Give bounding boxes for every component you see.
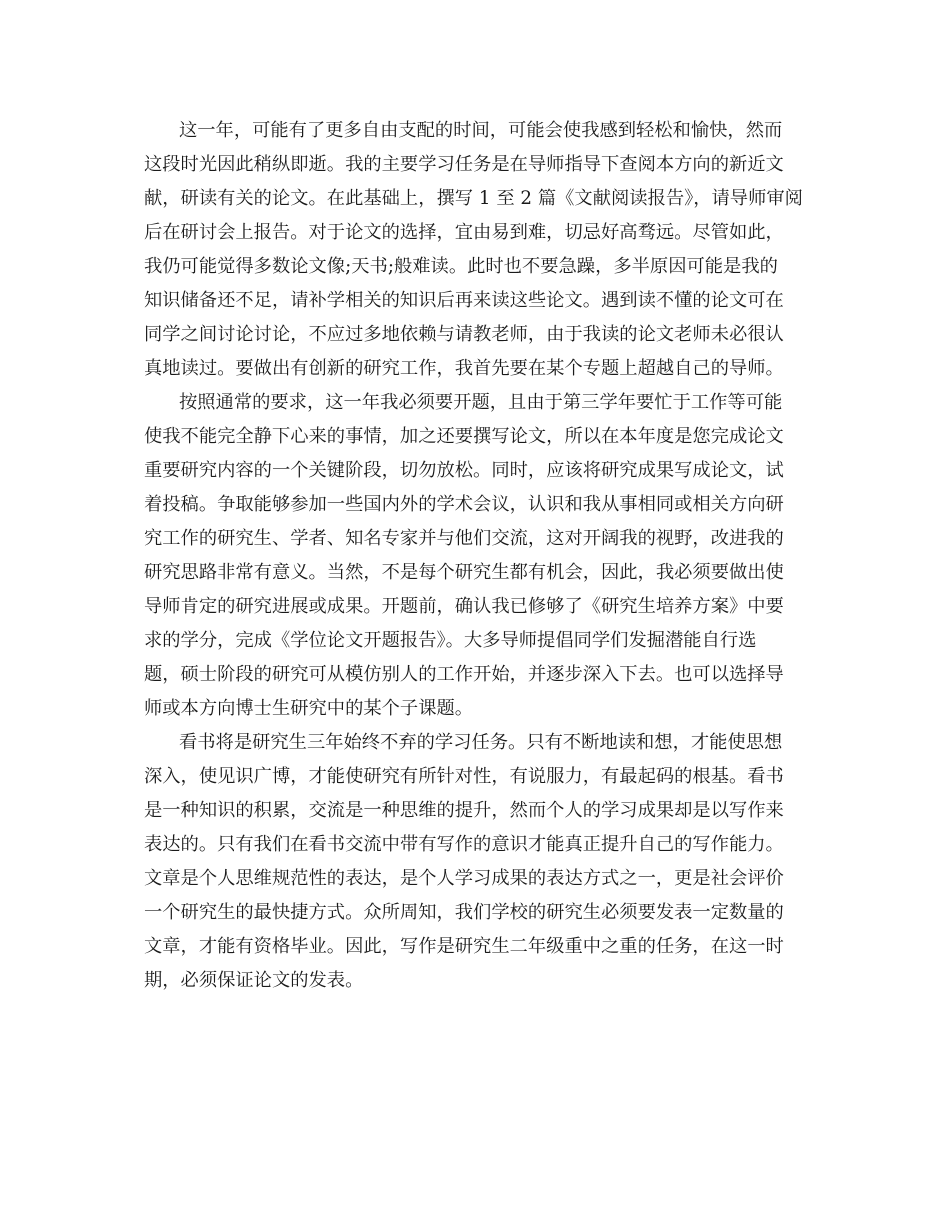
paragraph-1-line-6: 知识储备还不足，请补学相关的知识后再来读这些论文。遇到读不懂的论文可在	[144, 290, 784, 311]
paragraph-2-line-1: 按照通常的要求，这一年我必须要开题，且由于第三学年要忙于工作等可能	[179, 392, 783, 413]
paragraph-3-line-4: 表达的。只有我们在看书交流中带有写作的意识才能真正提升自己的写作能力。	[144, 834, 784, 855]
paragraph-3-line-1: 看书将是研究生三年始终不弃的学习任务。只有不断地读和想，才能使思想	[179, 732, 783, 753]
paragraph-2-line-4: 着投稿。争取能够参加一些国内外的学术会议，认识和我从事相同或相关方向研	[144, 494, 784, 515]
paragraph-3-line-7: 文章，才能有资格毕业。因此，写作是研究生二年级重中之重的任务，在这一时	[144, 936, 784, 957]
paragraph-1-line-1: 这一年，可能有了更多自由支配的时间，可能会使我感到轻松和愉快，然而	[179, 120, 783, 141]
paragraph-1-line-3: 献，研读有关的论文。在此基础上，撰写 1 至 2 篇《文献阅读报告》，请导师审阅	[144, 188, 803, 209]
paragraph-2-line-8: 求的学分，完成《学位论文开题报告》。大多导师提倡同学们发掘潜能自行选	[144, 630, 757, 651]
paragraph-1-line-8: 真地读过。要做出有创新的研究工作，我首先要在某个专题上超越自己的导师。	[144, 358, 784, 379]
paragraph-2-line-5: 究工作的研究生、学者、知名专家并与他们交流，这对开阔我的视野，改进我的	[144, 528, 784, 549]
paragraph-3-line-3: 是一种知识的积累，交流是一种思维的提升，然而个人的学习成果却是以写作来	[144, 800, 784, 821]
paragraph-3-line-6: 一个研究生的最快捷方式。众所周知，我们学校的研究生必须要发表一定数量的	[144, 902, 784, 923]
paragraph-2-line-10: 师或本方向博士生研究中的某个子课题。	[144, 698, 474, 719]
paragraph-3-line-5: 文章是个人思维规范性的表达，是个人学习成果的表达方式之一，更是社会评价	[144, 868, 784, 889]
paragraph-2-line-7: 导师肯定的研究进展或成果。开题前，确认我已修够了《研究生培养方案》中要	[144, 596, 784, 617]
paragraph-2-line-3: 重要研究内容的一个关键阶段，切勿放松。同时，应该将研究成果写成论文，试	[144, 460, 784, 481]
paragraph-2-line-9: 题，硕士阶段的研究可从模仿别人的工作开始，并逐步深入下去。也可以选择导	[144, 664, 784, 685]
paragraph-1-line-5: 我仍可能觉得多数论文像;天书;般难读。此时也不要急躁，多半原因可能是我的	[144, 256, 778, 277]
paragraph-1-line-2: 这段时光因此稍纵即逝。我的主要学习任务是在导师指导下查阅本方向的新近文	[144, 154, 784, 175]
paragraph-2-line-6: 研究思路非常有意义。当然，不是每个研究生都有机会，因此，我必须要做出使	[144, 562, 784, 583]
paragraph-3-line-2: 深入，使见识广博，才能使研究有所针对性，有说服力，有最起码的根基。看书	[144, 766, 784, 787]
paragraph-1-line-4: 后在研讨会上报告。对于论文的选择，宜由易到难，切忌好高骛远。尽管如此，	[144, 222, 784, 243]
paragraph-1-line-7: 同学之间讨论讨论，不应过多地依赖与请教老师，由于我读的论文老师未必很认	[144, 324, 784, 345]
paragraph-2-line-2: 使我不能完全静下心来的事情，加之还要撰写论文，所以在本年度是您完成论文	[144, 426, 784, 447]
paragraph-3-line-8: 期，必须保证论文的发表。	[144, 970, 364, 991]
